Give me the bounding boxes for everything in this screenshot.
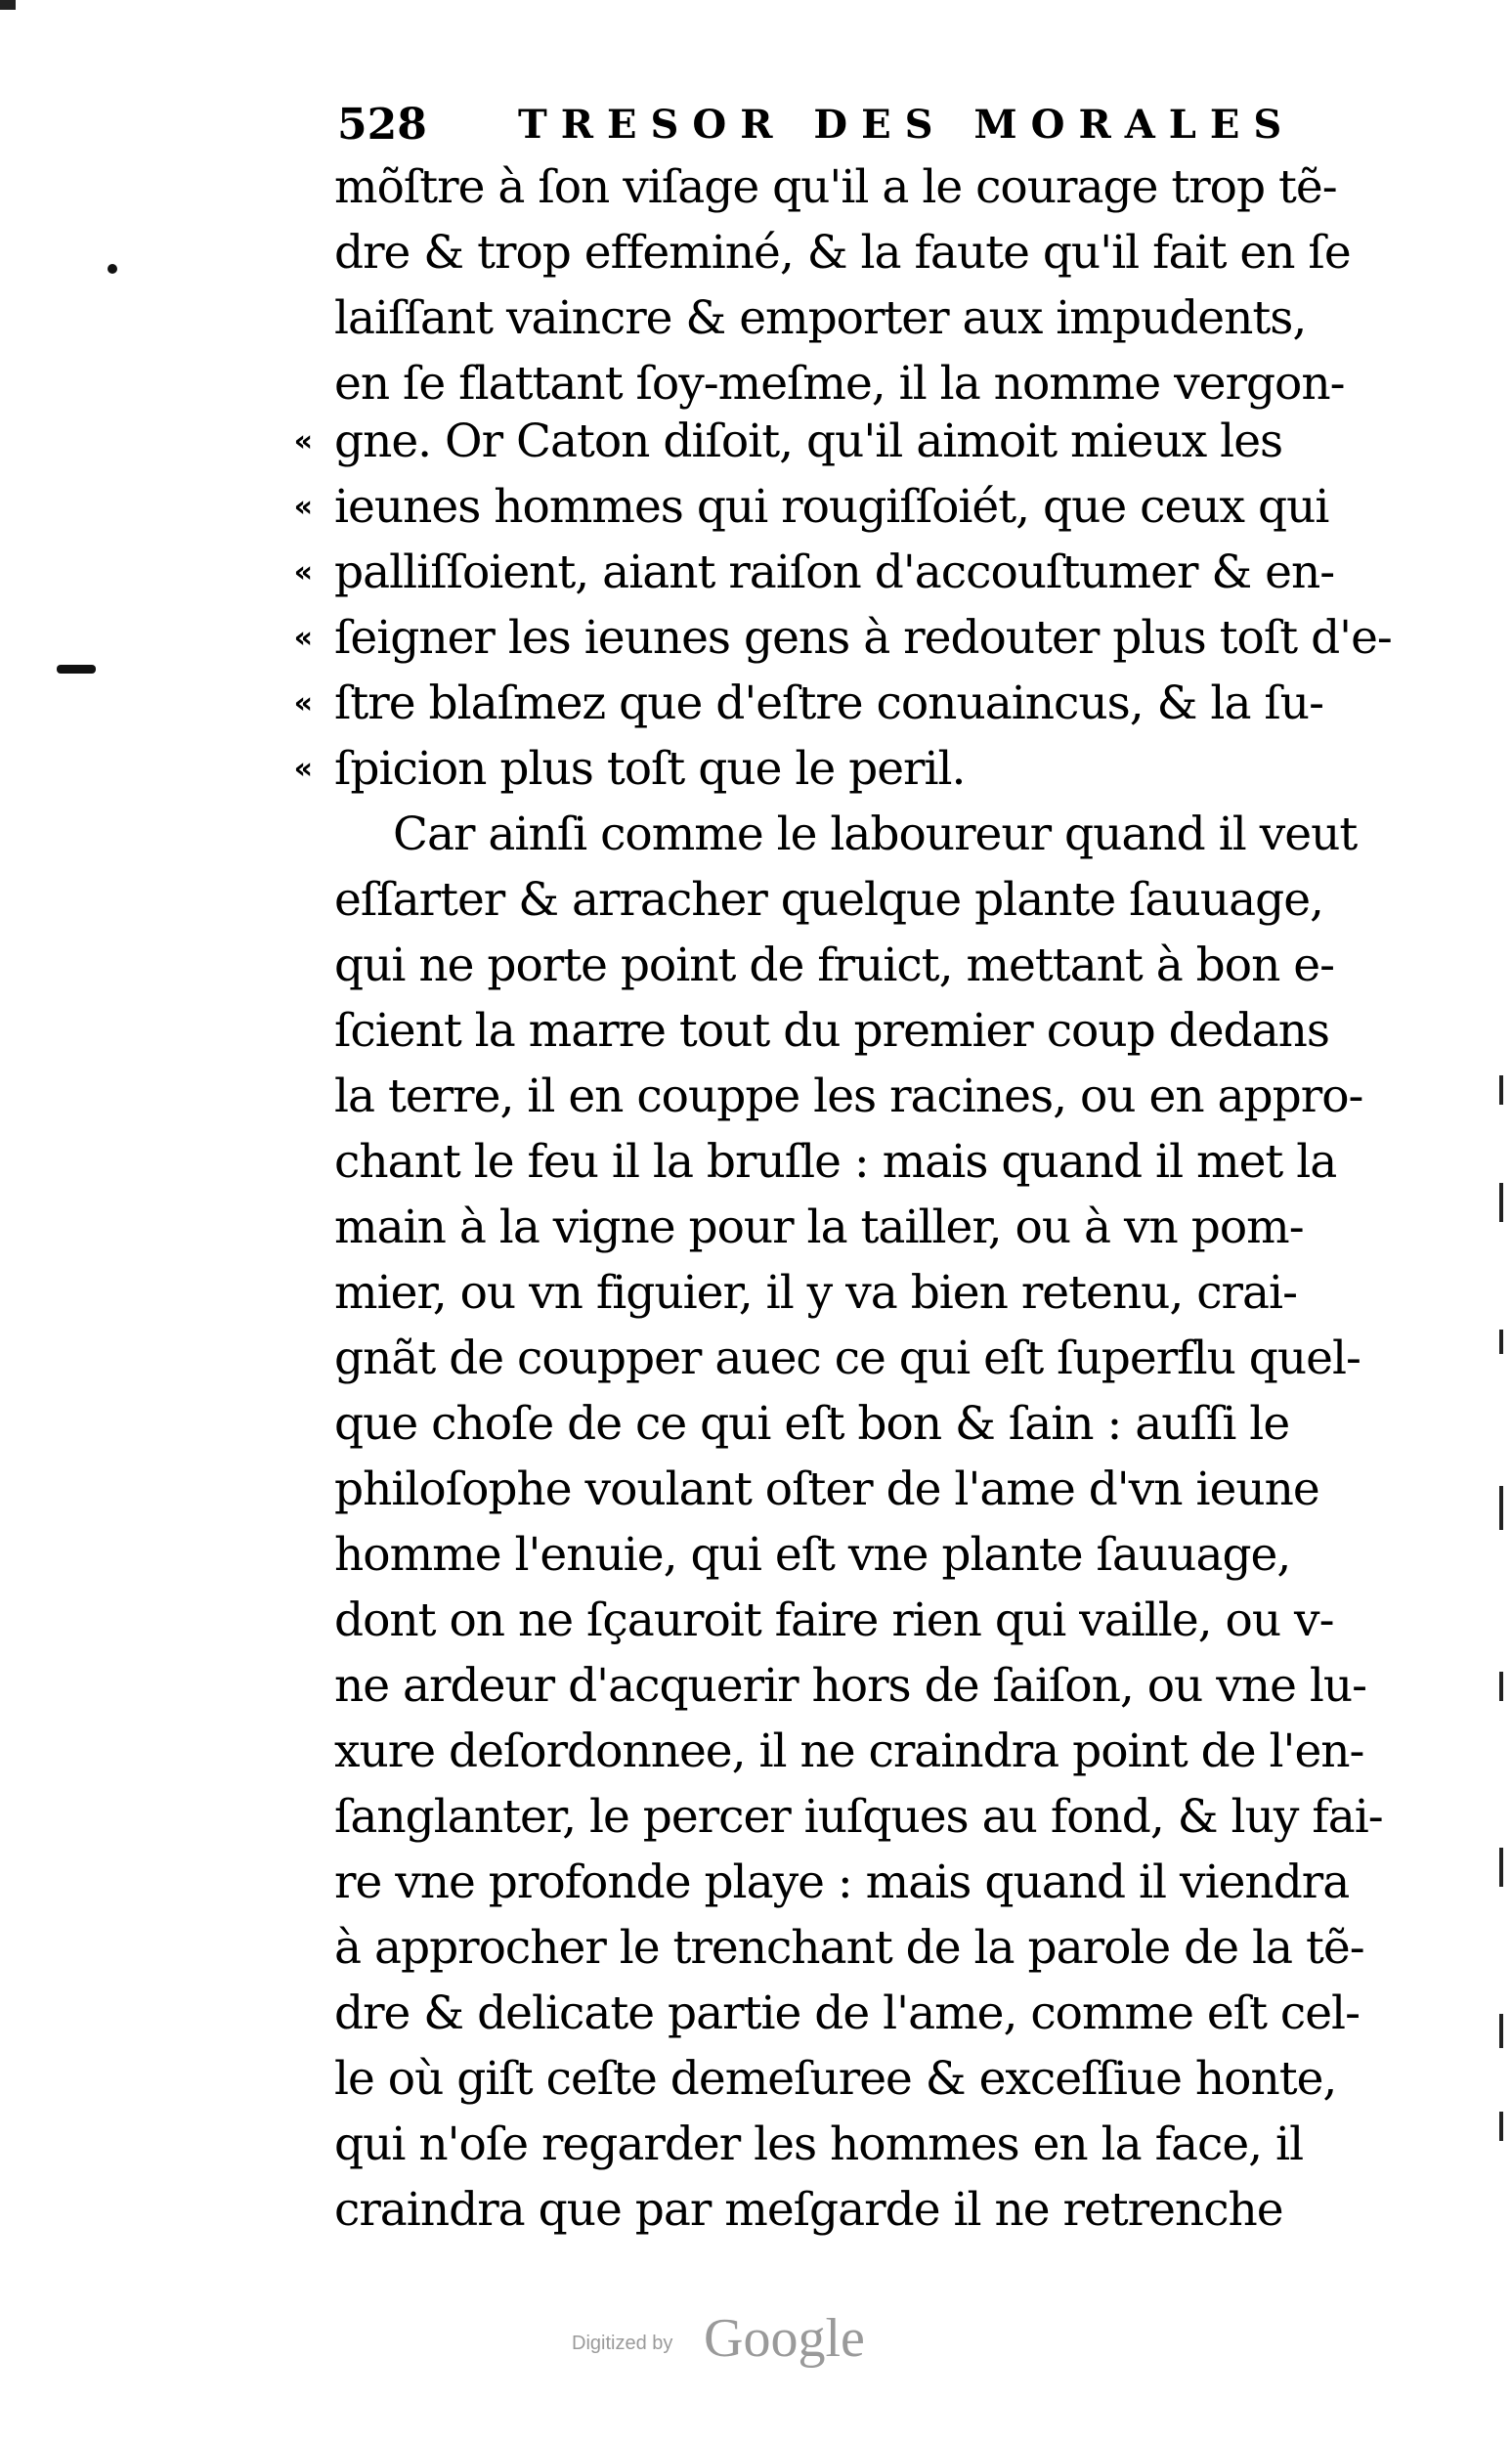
margin-quote-mark: « xyxy=(293,490,313,524)
corner-mark xyxy=(0,0,16,10)
text-line: la terre, il en couppe les racines, ou en appro- xyxy=(334,1069,1363,1123)
text-line: ne ardeur d'acquerir hors de ſaiſon, ou vne lu- xyxy=(334,1659,1367,1713)
text-line: ſeigner les ieunes gens à redouter plus toſt d'e- xyxy=(334,611,1392,665)
running-head xyxy=(337,96,1296,154)
text-line: que choſe de ce qui eſt bon & ſain : auſſi le xyxy=(334,1397,1290,1451)
text-line: à approcher le trenchant de la parole de la tẽ- xyxy=(334,1921,1364,1975)
text-line: palliſſoient, aiant raiſon d'accouſtumer & en- xyxy=(334,546,1335,599)
text-line: qui n'oſe regarder les hommes en la face, il xyxy=(334,2117,1304,2171)
edge-mark xyxy=(1499,1848,1503,1887)
text-line: ſcient la marre tout du premier coup dedans xyxy=(334,1004,1330,1058)
margin-quote-mark: « xyxy=(293,424,313,458)
text-line: en ſe flattant ſoy-meſme, il la nomme vergon- xyxy=(334,357,1345,411)
text-line: ieunes hommes qui rougiſſoiét, que ceux qui xyxy=(334,480,1329,534)
text-line: re vne profonde playe : mais quand il viendra xyxy=(334,1855,1350,1909)
text-line: dont on ne ſçauroit faire rien qui vaille, ou v- xyxy=(334,1593,1334,1647)
edge-mark xyxy=(1499,1330,1503,1354)
text-line: gne. Or Caton diſoit, qu'il aimoit mieux les xyxy=(334,415,1283,468)
edge-mark xyxy=(1499,2014,1503,2048)
text-line: philoſophe voulant oſter de l'ame d'vn ieune xyxy=(334,1462,1319,1516)
running-title: TRESOR DES MORALES xyxy=(518,102,1296,148)
edge-mark xyxy=(1499,1486,1503,1530)
edge-mark xyxy=(1499,1672,1503,1701)
edge-mark xyxy=(1499,1183,1503,1222)
text-line: dre & delicate partie de l'ame, comme eſt cel- xyxy=(334,1986,1360,2040)
margin-quote-mark: « xyxy=(293,555,313,589)
text-line: laiſſant vaincre & emporter aux impudents, xyxy=(334,291,1307,345)
margin-quote-mark: « xyxy=(293,621,313,655)
margin-dash xyxy=(57,665,96,674)
paragraph-first-line: Car ainſi comme le laboureur quand il veut xyxy=(393,807,1358,861)
text-line: craindra que par meſgarde il ne retrenche xyxy=(334,2183,1283,2237)
text-line: dre & trop effeminé, & la faute qu'il fait en ſe xyxy=(334,226,1351,280)
margin-quote-mark: « xyxy=(293,686,313,720)
text-line: homme l'enuie, qui eſt vne plante ſauuage, xyxy=(334,1528,1291,1582)
text-line: gnãt de coupper auec ce qui eſt ſuperflu quel- xyxy=(334,1331,1361,1385)
text-line: le où giſt ceſte demeſuree & exceſſiue honte, xyxy=(334,2052,1337,2106)
watermark-prefix: Digitized by xyxy=(572,2333,673,2354)
text-line: xure deſordonnee, il ne craindra point de l'en- xyxy=(334,1724,1364,1778)
text-line: main à la vigne pour la tailler, ou à vn pom- xyxy=(334,1200,1304,1254)
text-line: ſpicion plus toſt que le peril. xyxy=(334,742,966,796)
google-logo: Google xyxy=(704,2308,865,2369)
text-line: qui ne porte point de fruict, mettant à bon e- xyxy=(334,938,1334,992)
edge-mark xyxy=(1499,1075,1503,1105)
margin-dot xyxy=(108,264,117,274)
text-line: mõſtre à ſon viſage qu'il a le courage trop tẽ- xyxy=(334,160,1337,214)
page-edge-marks xyxy=(1499,1075,1503,2151)
text-line: ſtre blaſmez que d'eſtre conuaincus, & la ſu- xyxy=(334,676,1323,730)
text-line: mier, ou vn figuier, il y va bien retenu, crai- xyxy=(334,1266,1297,1320)
digitization-watermark xyxy=(572,2307,943,2376)
margin-quote-mark: « xyxy=(293,752,313,786)
text-line: ſanglanter, le percer iuſques au fond, & luy fai- xyxy=(334,1790,1383,1844)
edge-mark xyxy=(1499,2112,1503,2141)
page-number: 528 xyxy=(337,100,427,150)
text-line: eſſarter & arracher quelque plante ſauuage, xyxy=(334,873,1323,927)
text-line: chant le feu il la bruſle : mais quand il met la xyxy=(334,1135,1337,1189)
